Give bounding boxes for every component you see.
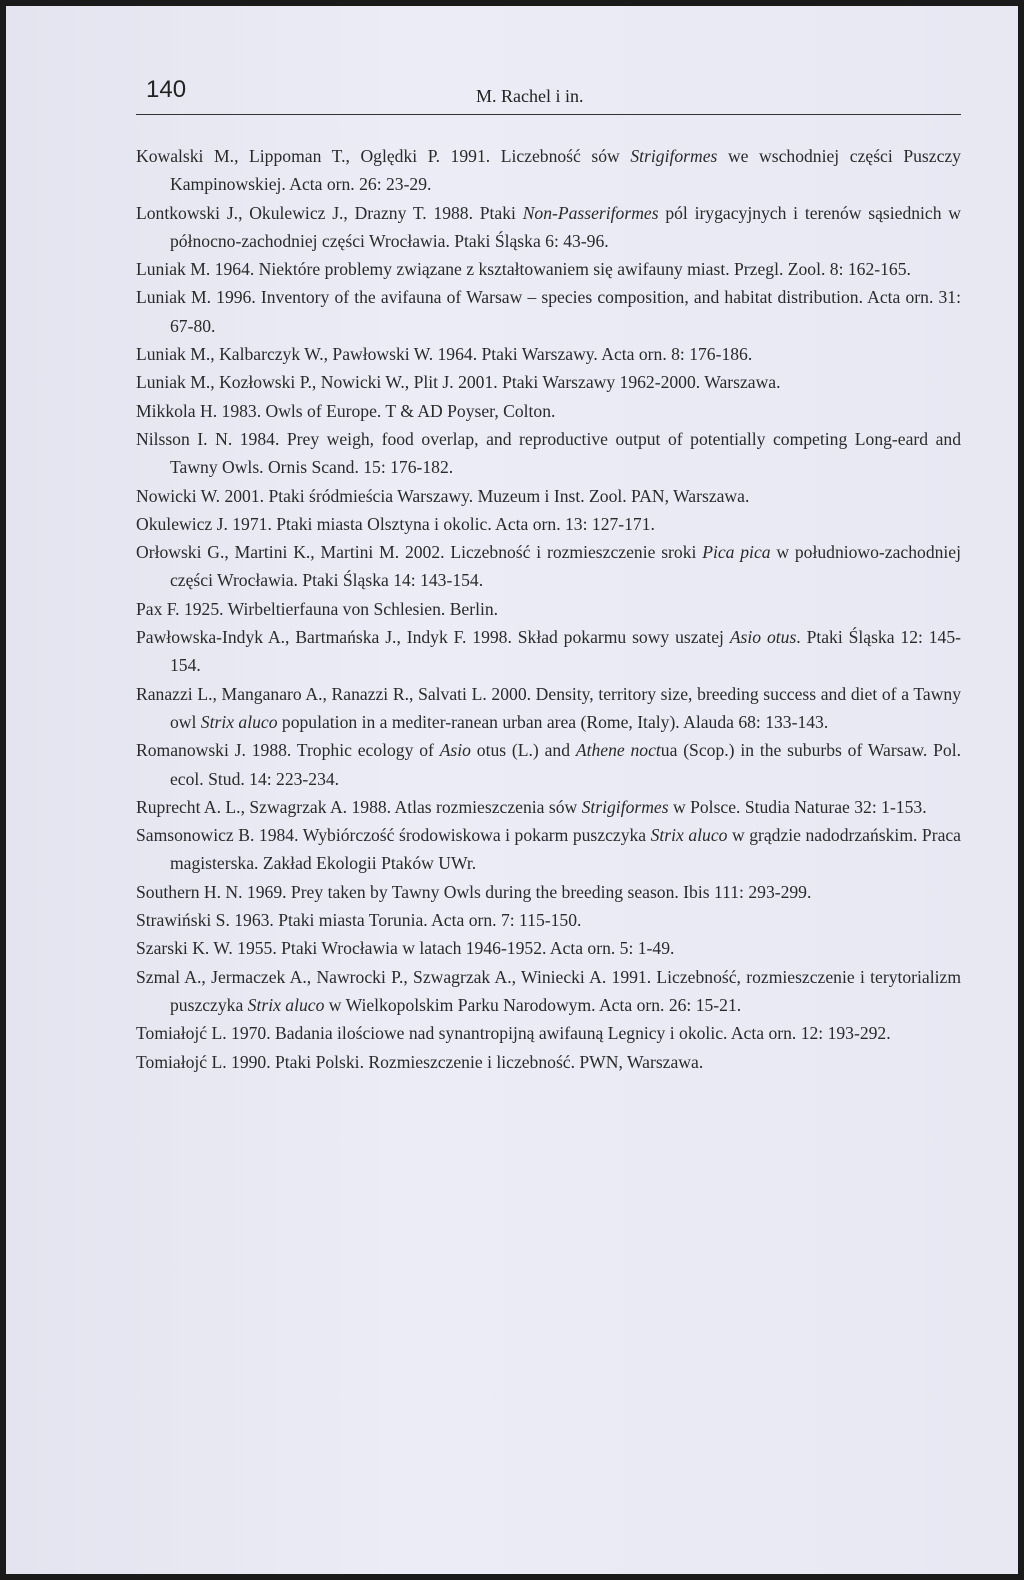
reference-text: otus (L.) and <box>470 740 576 761</box>
reference-entry <box>136 934 961 962</box>
reference-text: Nowicki W. 2001. Ptaki śródmieścia Warszawy. Muzeum i Inst. Zool. PAN, Warszawa. <box>136 485 750 506</box>
reference-text: Ruprecht A. L., Szwagrzak A. 1988. Atlas rozmieszczenia sów <box>136 796 582 817</box>
page-number: 140 <box>146 76 187 103</box>
reference-text: w Wielkopolskim Parku Narodowym. Acta orn. 26: 15-21. <box>324 994 742 1015</box>
reference-text: Szarski K. W. 1955. Ptaki Wrocławia w latach 1946-1952. Acta orn. 5: 1-49. <box>136 938 675 959</box>
species-name: Strigiformes <box>630 146 718 166</box>
reference-text: ua (Scop.) in the suburbs of Warsaw. Pol. ecol. Stud. 14: 223-234. <box>170 740 961 789</box>
reference-entry <box>136 255 961 283</box>
reference-text: Pax F. 1925. Wirbeltierfauna von Schlesien. Berlin. <box>136 598 499 619</box>
reference-text: Tomiałojć L. 1990. Ptaki Polski. Rozmieszczenie i liczebność. PWN, Warszawa. <box>136 1051 704 1072</box>
reference-text: Luniak M., Kalbarczyk W., Pawłowski W. 1964. Ptaki Warszawy. Acta orn. 8: 176-186. <box>136 344 753 365</box>
species-name: Athene noct <box>575 740 661 761</box>
reference-text: Okulewicz J. 1971. Ptaki miasta Olsztyna i okolic. Acta orn. 13: 127-171. <box>136 513 655 534</box>
reference-text: Orłowski G., Martini K., Martini M. 2002. Liczebność i rozmieszczenie sroki <box>136 542 703 563</box>
reference-entry <box>136 142 961 199</box>
reference-entry <box>136 510 961 538</box>
reference-entry <box>136 397 961 425</box>
species-name: Strix aluco <box>650 825 728 846</box>
reference-text: Luniak M. 1964. Niektóre problemy związane z kształtowaniem się awifauny miast. Przegl. Zool. 8: 162-165. <box>136 259 911 280</box>
reference-text: Szmal A., Jermaczek A., Nawrocki P., Szwagrzak A., Winiecki A. 1991. Liczebność, rozmieszczenie i terytorializm puszczyka <box>136 966 961 1015</box>
reference-entry <box>136 340 961 368</box>
reference-entry <box>136 368 961 396</box>
reference-entry <box>136 283 961 340</box>
species-name: Strix aluco <box>200 711 278 732</box>
reference-text: . Ptaki Śląska 12: 145-154. <box>170 627 961 676</box>
species-name: Non-Passeriformes <box>522 202 659 223</box>
reference-text: w południowo-zachodniej części Wrocławia. Ptaki Śląska 14: 143-154. <box>170 542 961 591</box>
reference-text: Strawiński S. 1963. Ptaki miasta Torunia. Acta orn. 7: 115-150. <box>136 910 582 931</box>
reference-entry <box>136 595 961 623</box>
reference-entry <box>136 878 961 906</box>
reference-text: Ranazzi L., Manganaro A., Ranazzi R., Salvati L. 2000. Density, territory size, breeding success and diet of a Tawny owl <box>136 683 961 732</box>
reference-text: Luniak M. 1996. Inventory of the avifauna of Warsaw – species composition, and habitat distribution. Acta orn. 31: 67-80. <box>136 287 961 336</box>
reference-entry <box>136 199 961 256</box>
reference-entry <box>136 793 961 821</box>
reference-text: Lontkowski J., Okulewicz J., Drazny T. 1988. Ptaki <box>136 202 523 223</box>
species-name: Pica pica <box>702 542 771 563</box>
reference-entry <box>136 1048 961 1076</box>
species-name: Asio <box>439 740 471 761</box>
reference-text: w grądzie nadodrzańskim. Praca magisterska. Zakład Ekologii Ptaków UWr. <box>170 825 961 874</box>
reference-text: Samsonowicz B. 1984. Wybiórczość środowiskowa i pokarm puszczyka <box>136 825 651 846</box>
reference-text: Romanowski J. 1988. Trophic ecology of <box>136 740 440 761</box>
reference-entry <box>136 1019 961 1047</box>
reference-entry <box>136 906 961 934</box>
page-header <box>136 74 961 115</box>
reference-list <box>136 142 961 1076</box>
reference-text: we wschodniej części Puszczy Kampinowskiej. Acta orn. 26: 23-29. <box>170 146 961 195</box>
reference-text: Luniak M., Kozłowski P., Nowicki W., Plit J. 2001. Ptaki Warszawy 1962-2000. Warszawa. <box>136 372 781 393</box>
species-name: Strix aluco <box>247 994 325 1015</box>
running-head: M. Rachel i in. <box>476 86 584 106</box>
reference-entry <box>136 482 961 510</box>
reference-entry <box>136 425 961 482</box>
reference-entry <box>136 963 961 1020</box>
reference-entry <box>136 821 961 878</box>
book-page <box>6 6 1018 1574</box>
species-name: Asio otus <box>729 627 797 648</box>
reference-text: Southern H. N. 1969. Prey taken by Tawny Owls during the breeding season. Ibis 111: 293-299. <box>136 881 812 902</box>
reference-text: pól irygacyjnych i terenów sąsiednich w północno-zachodniej części Wrocławia. Ptaki Śląska 6: 43-96. <box>170 202 961 251</box>
reference-entry <box>136 736 961 793</box>
reference-text: Tomiałojć L. 1970. Badania ilościowe nad synantropijną awifauną Legnicy i okolic. Acta orn. 12: 193-292. <box>136 1023 891 1044</box>
species-name: Strigiformes <box>581 796 669 817</box>
reference-entry <box>136 623 961 680</box>
reference-entry <box>136 538 961 595</box>
reference-entry <box>136 680 961 737</box>
reference-text: Pawłowska-Indyk A., Bartmańska J., Indyk F. 1998. Skład pokarmu sowy uszatej <box>136 627 730 648</box>
reference-text: w Polsce. Studia Naturae 32: 1-153. <box>668 796 927 817</box>
reference-text: population in a mediter-ranean urban area (Rome, Italy). Alauda 68: 133-143. <box>277 711 829 732</box>
reference-text: Mikkola H. 1983. Owls of Europe. T & AD Poyser, Colton. <box>136 400 556 421</box>
reference-text: Nilsson I. N. 1984. Prey weigh, food overlap, and reproductive output of potentially competing Long-eard and Tawny Owls. Ornis Scand. 15: 176-182. <box>136 428 961 478</box>
reference-text: Kowalski M., Lippoman T., Oględki P. 1991. Liczebność sów <box>136 146 631 166</box>
